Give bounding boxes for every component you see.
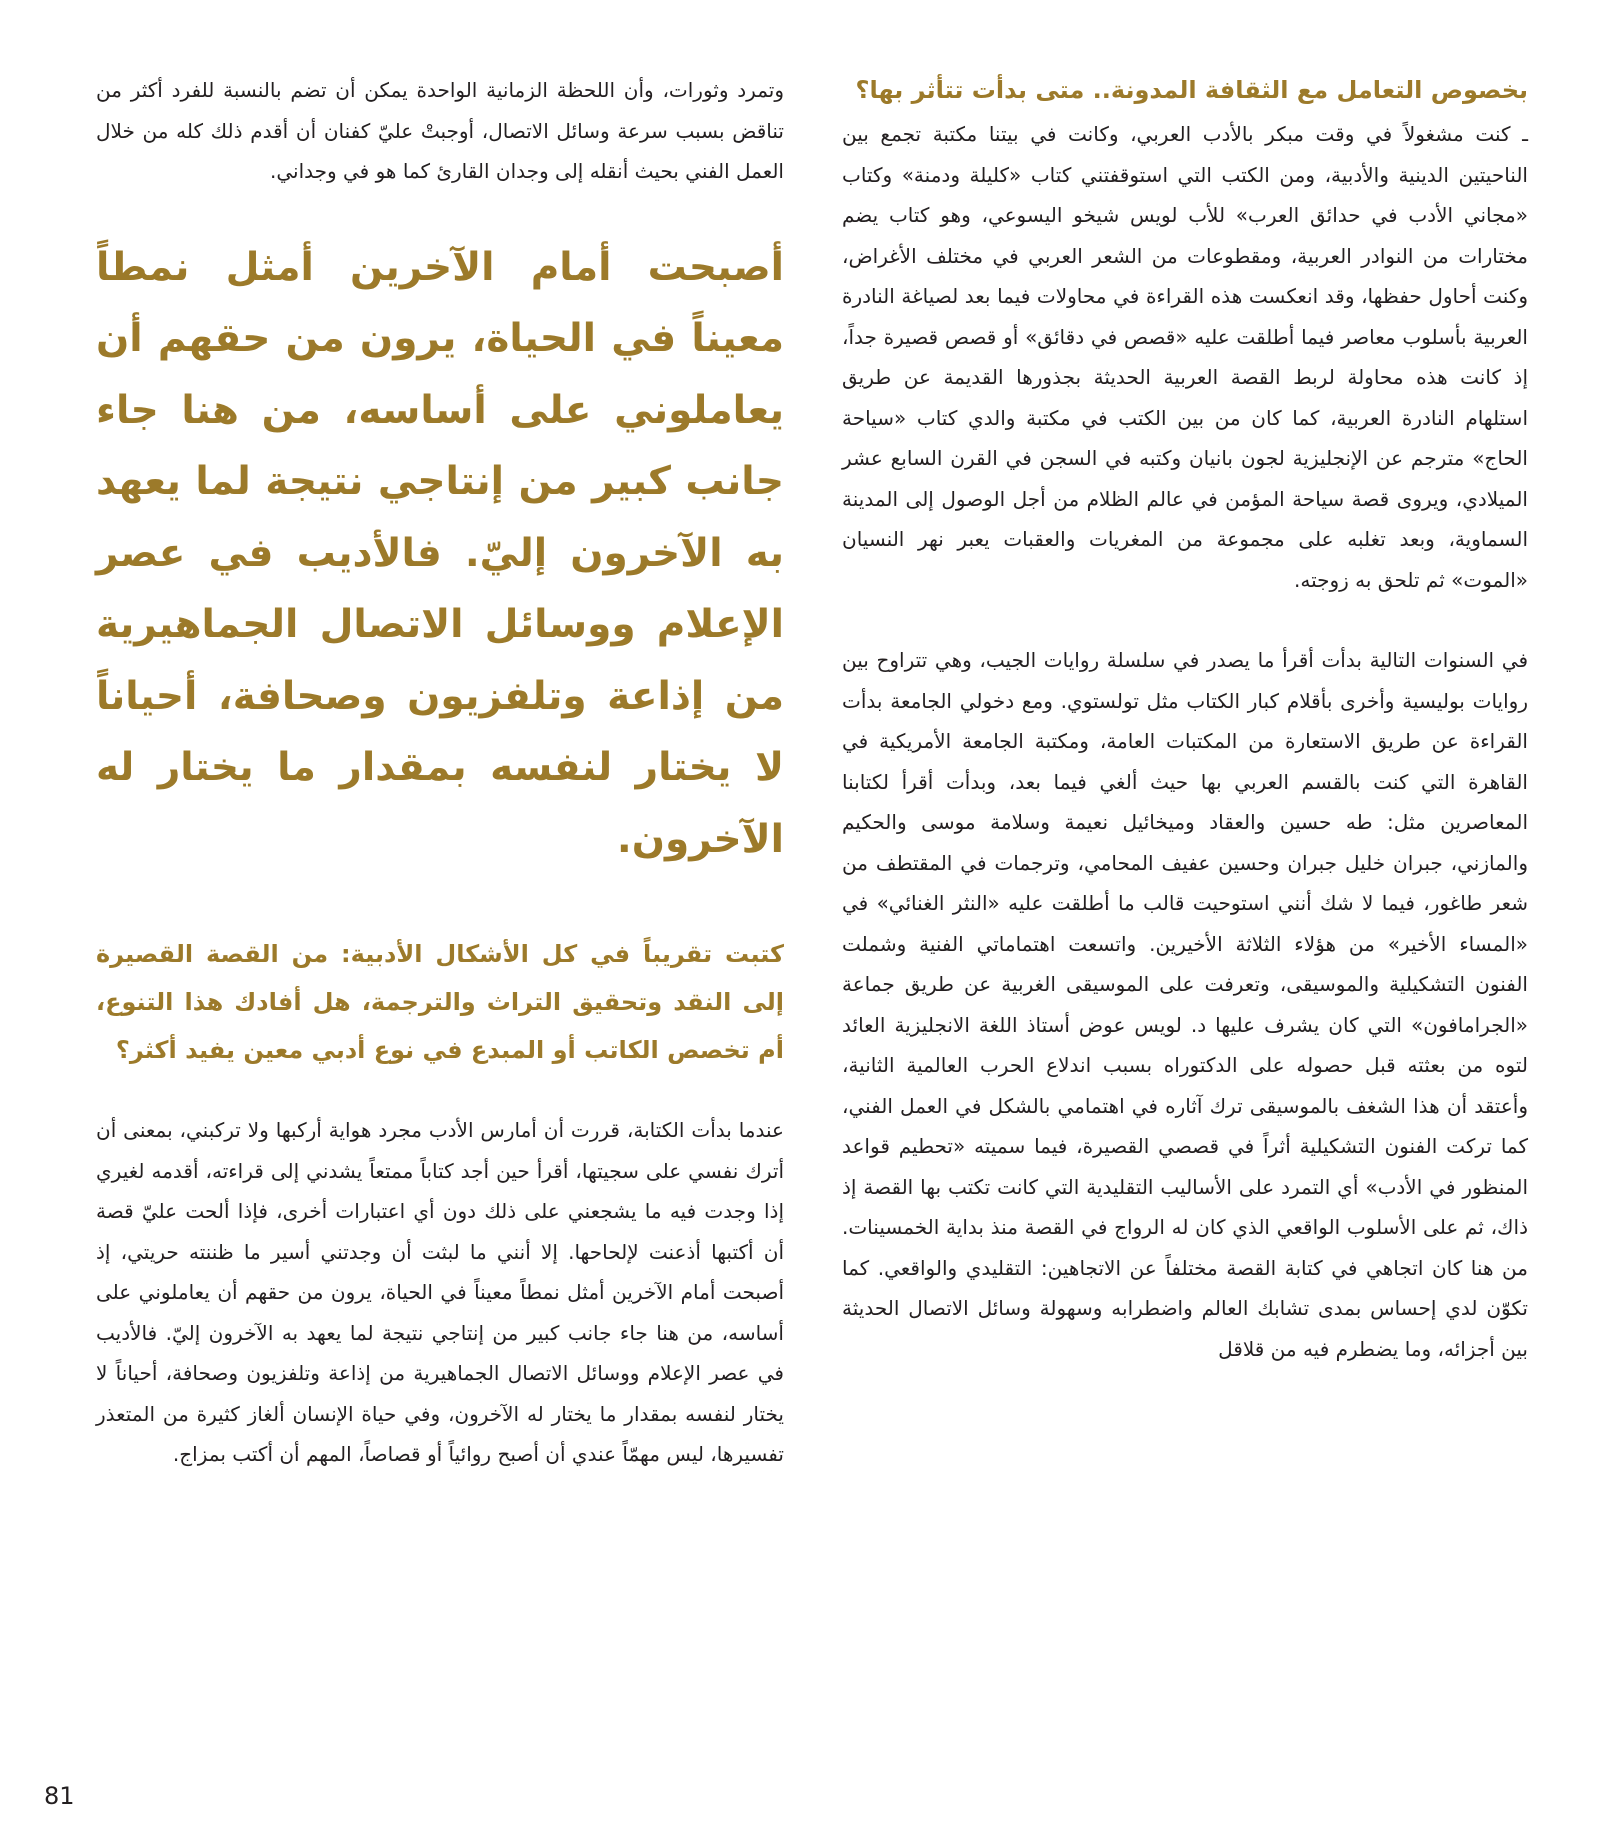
page-number: 81 — [44, 1782, 75, 1810]
continuation-paragraph: وتمرد وثورات، وأن اللحظة الزمانية الواحدة يمكن أن تضم بالنسبة للفرد أكثر من تناقض بسبب سرعة وسائل الاتصال، أوجبتْ عليّ كفنان أن أقدم ذلك كله من خلال العمل الفني بحيث أنقله إلى وجدان القارئ كما هو في وجداني. — [96, 78, 784, 183]
right-column — [842, 70, 1528, 1409]
left-column — [96, 70, 784, 1515]
question-heading-2: كتبت تقريباً في كل الأشكال الأدبية: من القصة القصيرة إلى النقد وتحقيق التراث والترجمة، هل أفادك هذا التنوع، أم تخصص الكاتب أو المبدع في نوع أدبي معين يفيد أكثر؟ — [96, 940, 784, 1064]
pull-quote: أصبحت أمام الآخرين أمثل نمطاً معيناً في الحياة، يرون من حقهم أن يعاملوني على أساسه، من هنا جاء جانب كبير من إنتاجي نتيجة لما يعهد به الآخرون إليّ. فالأديب في عصر الإعلام ووسائل الاتصال الجماهيرية من إذاعة وتلفزيون وصحافة، أحياناً لا يختار لنفسه بمقدار ما يختار له الآخرون. — [96, 244, 784, 862]
answer-paragraph-2: في السنوات التالية بدأت أقرأ ما يصدر في سلسلة روايات الجيب، وهي تتراوح بين روايات بوليسية وأخرى بأقلام كبار الكتاب مثل تولستوي. ومع دخولي الجامعة بدأت القراءة عن طريق الاستعارة من المكتبات العامة، ومكتبة الجامعة الأمريكية في القاهرة التي كنت بالقسم العربي بها حيث ألغي فيما بعد، وبدأت أقرأ لكتابنا المعاصرين مثل: طه حسين والعقاد وميخائيل نعيمة وسلامة موسى والحكيم والمازني، جبران خليل جبران وحسين عفيف المحامي، وترجمات في المقتطف من شعر طاغور، فيما لا شك أنني استوحيت قالب ما أطلقت عليه «النثر الغنائي» في «المساء الأخير» من هؤلاء الثلاثة الأخيرين. واتسعت اهتماماتي الفنية وشملت الفنون التشكيلية والموسيقى، وتعرفت على الموسيقى الغربية عن طريق جماعة «الجرامافون» التي كان يشرف عليها د. لويس عوض أستاذ اللغة الانجليزية العائد لتوه من بعثته قبل حصوله على الدكتوراه بسبب اندلاع الحرب العالمية الثانية، وأعتقد أن هذا الشغف بالموسيقى ترك آثاره في اهتمامي بالشكل في العمل الفني، كما تركت الفنون التشكيلية أثراً في قصصي القصيرة، فيما سميته «تحطيم قواعد المنظور في الأدب» أي التمرد على الأساليب التقليدية التي كانت تكتب بها القصة إذ ذاك، ثم على الأسلوب الواقعي الذي كان له الرواج في القصة منذ بداية الخمسينات. من هنا كان اتجاهي في كتابة القصة مختلفاً عن الاتجاهين: التقليدي والواقعي. كما تكوّن لدي إحساس بمدى تشابك العالم واضطرابه وسهولة وسائل الاتصال الحديثة بين أجزائه، وما يضطرم فيه من قلاقل — [842, 648, 1528, 1361]
question-heading-1: بخصوص التعامل مع الثقافة المدونة.. متى بدأت تتأثر بها؟ — [855, 76, 1528, 104]
answer-paragraph-3: عندما بدأت الكتابة، قررت أن أمارس الأدب مجرد هواية أركبها ولا تركبني، بمعنى أن أترك نفسي على سجيتها، أقرأ حين أجد كتاباً ممتعاً يشدني إلى قراءته، أقدمه لغيري إذا وجدت فيه ما يشجعني على ذلك دون أي اعتبارات أخرى، فإذا ألحت عليّ قصة أن أكتبها أذعنت لإلحاحها. إلا أنني ما لبثت أن وجدتني أسير ما ظننته حريتي، إذ أصبحت أمام الآخرين أمثل نمطاً معيناً في الحياة، يرون من حقهم أن يعاملوني على أساسه، من هنا جاء جانب كبير من إنتاجي نتيجة لما يعهد به الآخرون إليّ. فالأديب في عصر الإعلام ووسائل الاتصال الجماهيرية من إذاعة وتلفزيون وصحافة، أحياناً لا يختار لنفسه بمقدار ما يختار له الآخرون، وفي حياة الإنسان ألغاز كثيرة من المتعذر تفسيرها، ليس مهمّاً عندي أن أصبح روائياً أو قصاصاً، المهم أن أكتب بمزاج. — [96, 1118, 784, 1466]
answer-paragraph-1: ـ كنت مشغولاً في وقت مبكر بالأدب العربي، وكانت في بيتنا مكتبة تجمع بين الناحيتين الدينية والأدبية، ومن الكتب التي استوقفتني كتاب «كليلة ودمنة» وكتاب «مجاني الأدب في حدائق العرب» للأب لويس شيخو اليسوعي، وهو كتاب يضم مختارات من النوادر العربية، ومقطوعات من الشعر العربي في مختلف الأغراض، وكنت أحاول حفظها، وقد انعكست هذه القراءة في محاولات فيما بعد لصياغة النادرة العربية بأسلوب معاصر فيما أطلقت عليه «قصص في دقائق» أو قصص قصيرة جداً، إذ كانت هذه محاولة لربط القصة العربية الحديثة بجذورها القديمة عن طريق استلهام النادرة العربية، كما كان من بين الكتب في مكتبة والدي كتاب «سياحة الحاج» مترجم عن الإنجليزية لجون بانيان وكتبه في السجن في القرن السابع عشر الميلادي، ويروى قصة سياحة المؤمن في عالم الظلام من أجل الوصول إلى المدينة السماوية، وبعد تغلبه على مجموعة من المغريات والعقبات يعبر نهر النسيان «الموت» ثم تلحق به زوجته. — [842, 122, 1528, 592]
